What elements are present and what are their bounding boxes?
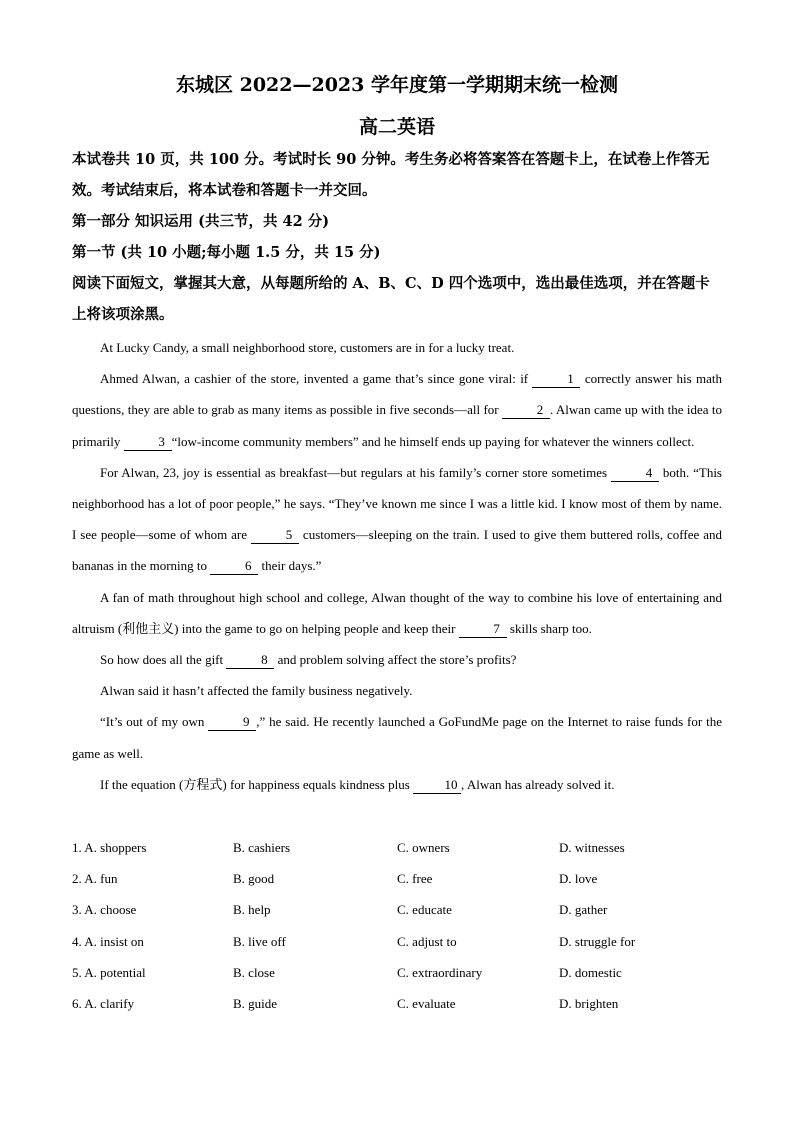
paragraph-text: If the equation (方程式) for happiness equals kindness plus bbox=[100, 776, 414, 792]
paragraph-2 bbox=[72, 363, 722, 457]
option-d: D. love bbox=[559, 871, 598, 887]
paragraph-text: “It’s out of my own bbox=[100, 714, 209, 730]
exam-subject: 高二英语 bbox=[358, 116, 435, 138]
option-b: B. cashiers bbox=[233, 840, 291, 855]
paragraph-text: At Lucky Candy, a small neighborhood store, customers are in for a lucky treat. bbox=[100, 340, 515, 355]
option-d: D. brighten bbox=[559, 995, 619, 1011]
paragraph-6 bbox=[72, 675, 722, 706]
paragraph-text: A fan of math throughout high school and college, Alwan thought of the way to combine his love of entertaining and altruism (利他主义) into the game to go on helping people and keep their bbox=[72, 589, 722, 636]
paragraph-text: their days.” bbox=[258, 558, 322, 574]
option-row-3 bbox=[72, 894, 722, 925]
option-row-5 bbox=[72, 957, 722, 988]
paragraph-text: “low-income community members” and he himself ends up paying for whatever the winners collect. bbox=[171, 433, 695, 449]
option-b: B. close bbox=[233, 964, 275, 980]
option-d: D. domestic bbox=[559, 964, 622, 980]
option-row-4 bbox=[72, 926, 722, 957]
option-a: 1. A. shoppers bbox=[72, 840, 147, 855]
paragraph-text: , Alwan has already solved it. bbox=[461, 776, 615, 792]
directions: 阅读下面短文，掌握其大意，从每题所给的 A、B、C、D 四个选项中，选出最佳选项，并在答题卡上将该项涂黑。 bbox=[72, 275, 710, 323]
paragraph-7 bbox=[72, 706, 722, 768]
exam-note: 本试卷共 10 页，共 100 分。考试时长 90 分钟。考生务必将答案答在答题卡上，在试卷上作答无效。考试结束后，将本试卷和答题卡一并交回。 bbox=[72, 151, 710, 199]
option-c: C. extraordinary bbox=[397, 964, 483, 980]
paragraph-text: customers—sleeping on the train. I used to give them buttered rolls, coffee and bananas in the morning to bbox=[72, 527, 722, 574]
paragraph-text: . Alwan came up with the idea to primarily bbox=[72, 402, 722, 449]
paragraph-text: both. “This neighborhood has a lot of poor people,” he says. “They’ve known me since I was a little kid. I know most of them by name. I see people—some of whom are bbox=[72, 464, 722, 543]
blank-8: 8 bbox=[226, 652, 274, 669]
option-c: C. free bbox=[397, 871, 433, 887]
option-a: 3. A. choose bbox=[72, 902, 137, 918]
blank-1: 1 bbox=[532, 371, 580, 388]
option-b: B. good bbox=[233, 871, 275, 887]
option-d: D. witnesses bbox=[559, 840, 625, 855]
option-a: 4. A. insist on bbox=[72, 933, 144, 949]
paragraph-text: Ahmed Alwan, a cashier of the store, invented a game that’s since gone viral: if bbox=[100, 371, 533, 387]
paragraph-4 bbox=[72, 582, 722, 644]
option-c: C. owners bbox=[397, 840, 450, 855]
paragraph-text: and problem solving affect the store’s profits? bbox=[274, 652, 517, 668]
blank-9: 9 bbox=[208, 714, 256, 731]
paragraph-text: For Alwan, 23, joy is essential as breakfast—but regulars at his family’s corner store sometimes bbox=[100, 464, 611, 480]
options-list bbox=[72, 832, 722, 1019]
paragraph-8 bbox=[72, 769, 722, 800]
passage bbox=[72, 332, 722, 800]
option-d: D. gather bbox=[559, 902, 608, 918]
option-b: B. live off bbox=[233, 933, 286, 949]
option-row-1 bbox=[72, 832, 722, 863]
paragraph-text: Alwan said it hasn’t affected the family business negatively. bbox=[100, 683, 413, 699]
option-row-6 bbox=[72, 988, 722, 1019]
paragraph-3 bbox=[72, 457, 722, 582]
blank-7: 7 bbox=[459, 621, 507, 638]
paragraph-5 bbox=[72, 644, 722, 675]
paragraph-text: So how does all the gift bbox=[100, 652, 227, 668]
option-c: C. educate bbox=[397, 902, 452, 918]
blank-2: 2 bbox=[502, 402, 550, 419]
blank-3: 3 bbox=[124, 434, 172, 451]
paragraph-1 bbox=[72, 332, 722, 363]
paragraph-text: correctly answer his math questions, they are able to grab as many items as possible in five seconds—all for bbox=[72, 371, 722, 418]
section-one-heading: 第一节 (共 10 小题;每小题 1.5 分，共 15 分) bbox=[72, 244, 381, 261]
option-a: 5. A. potential bbox=[72, 964, 146, 980]
paragraph-text: ,” he said. He recently launched a GoFundMe page on the Internet to raise funds for the game as well. bbox=[72, 714, 722, 761]
paragraph-text: skills sharp too. bbox=[506, 620, 592, 636]
option-a: 2. A. fun bbox=[72, 871, 118, 887]
blank-5: 5 bbox=[251, 527, 299, 544]
option-row-2 bbox=[72, 863, 722, 894]
option-c: C. evaluate bbox=[397, 995, 456, 1011]
option-b: B. help bbox=[233, 902, 271, 918]
option-a: 6. A. clarify bbox=[72, 995, 135, 1011]
blank-10: 10 bbox=[413, 777, 461, 794]
option-b: B. guide bbox=[233, 995, 278, 1011]
blank-4: 4 bbox=[611, 465, 659, 482]
blank-6: 6 bbox=[210, 558, 258, 575]
part-one-heading: 第一部分 知识运用 (共三节，共 42 分) bbox=[72, 213, 330, 230]
exam-title: 东城区 2022—2023 学年度第一学期期末统一检测 bbox=[176, 74, 618, 96]
option-d: D. struggle for bbox=[559, 933, 636, 949]
option-c: C. adjust to bbox=[397, 933, 457, 949]
